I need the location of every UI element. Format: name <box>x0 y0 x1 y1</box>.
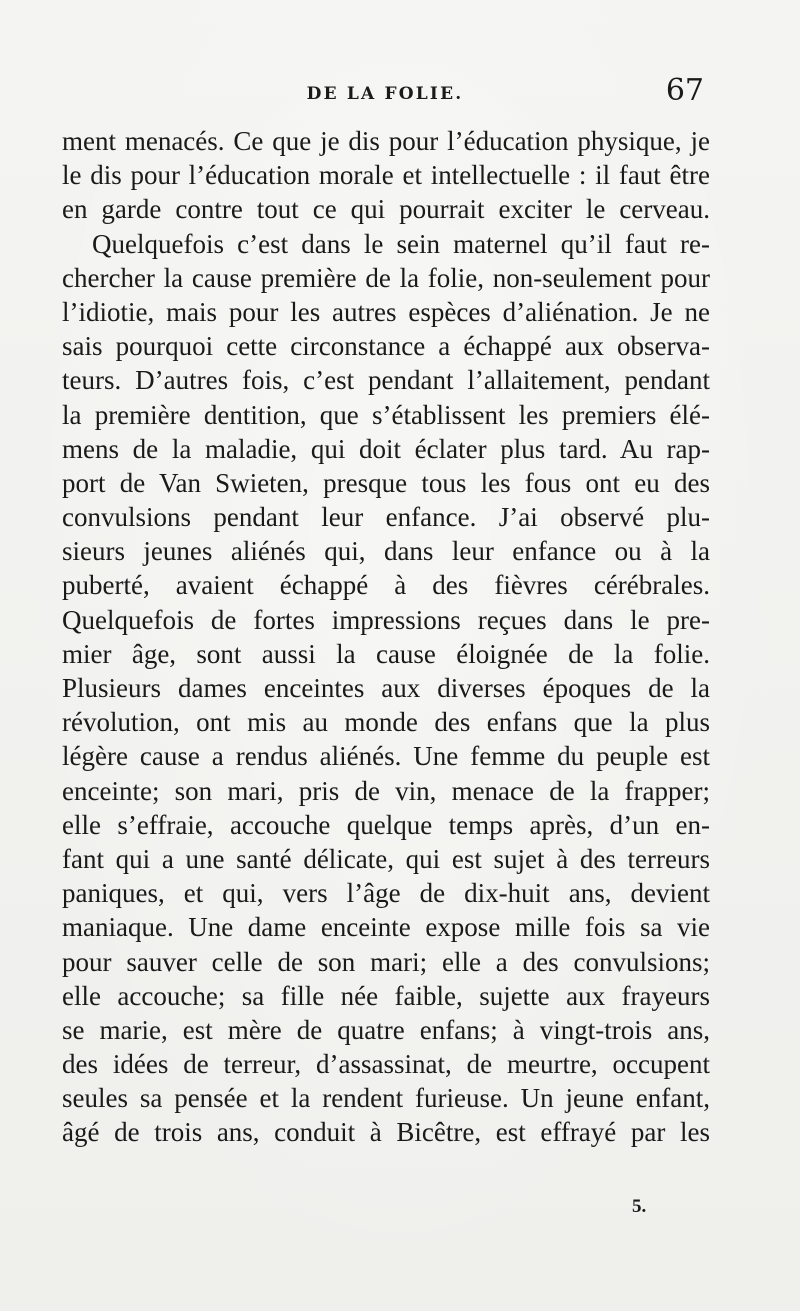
text-line: ment menacés. Ce que je dis pour l’éducation physique, je <box>62 126 710 156</box>
running-title: DE LA FOLIE. <box>306 84 464 104</box>
text-line: en garde contre tout ce qui pourrait exciter le cerveau. <box>62 194 710 225</box>
page-number: 67 <box>665 73 704 108</box>
text-line: paniques, et qui, vers l’âge de dix-huit ans, devient <box>62 878 710 909</box>
text-line: convulsions pendant leur enfance. J’ai observé plu- <box>62 502 710 533</box>
text-line: chercher la cause première de la folie, non-seulement pour <box>62 262 710 293</box>
text-line: l’idiotie, mais pour les autres espèces d’aliénation. Je ne <box>62 296 710 327</box>
text-line: le dis pour l’éducation morale et intellectuelle : il faut être <box>62 160 710 191</box>
text-line: des idées de terreur, d’assassinat, de meurtre, occupent <box>62 1049 710 1080</box>
text-line: port de Van Swieten, presque tous les fous ont eu des <box>62 467 710 498</box>
text-line: seules sa pensée et la rendent furieuse. Un jeune enfant, <box>62 1083 710 1114</box>
text-line: Quelquefois c’est dans le sein maternel qu’il faut re- <box>92 228 710 259</box>
text-line: légère cause a rendus aliénés. Une femme du peuple est <box>62 741 710 772</box>
text-line: révolution, ont mis au monde des enfans que la plus <box>62 707 710 738</box>
text-line: sais pourquoi cette circonstance a échappé aux observa- <box>62 331 710 362</box>
text-line: Plusieurs dames enceintes aux diverses époques de la <box>62 673 710 703</box>
text-line: elle accouche; sa fille née faible, sujette aux frayeurs <box>62 980 710 1011</box>
text-line: pour sauver celle de son mari; elle a des convulsions; <box>62 946 710 977</box>
text-line: teurs. D’autres fois, c’est pendant l’allaitement, pendant <box>62 365 710 396</box>
text-line: elle s’effraie, accouche quelque temps après, d’un en- <box>62 809 710 840</box>
text-line: enceinte; son mari, pris de vin, menace de la frapper; <box>62 775 710 806</box>
text-line: fant qui a une santé délicate, qui est sujet à des terreurs <box>62 843 710 874</box>
text-line: maniaque. Une dame enceinte expose mille fois sa vie <box>62 912 710 943</box>
text-line: Quelquefois de fortes impressions reçues dans le pre- <box>62 604 710 635</box>
signature-mark: 5. <box>632 1196 647 1217</box>
text-line: la première dentition, que s’établissent les premiers élé- <box>62 399 710 430</box>
body-text <box>62 124 710 1150</box>
page-header <box>60 73 710 108</box>
text-line: mier âge, sont aussi la cause éloignée de la folie. <box>62 638 710 669</box>
text-line: sieurs jeunes aliénés qui, dans leur enfance ou à la <box>62 536 710 567</box>
text-line: âgé de trois ans, conduit à Bicêtre, est effrayé par les <box>62 1117 710 1148</box>
text-line: puberté, avaient échappé à des fièvres cérébrales. <box>62 570 710 601</box>
text-line: se marie, est mère de quatre enfans; à vingt-trois ans, <box>62 1014 710 1045</box>
text-line: mens de la maladie, qui doit éclater plus tard. Au rap- <box>62 433 710 464</box>
